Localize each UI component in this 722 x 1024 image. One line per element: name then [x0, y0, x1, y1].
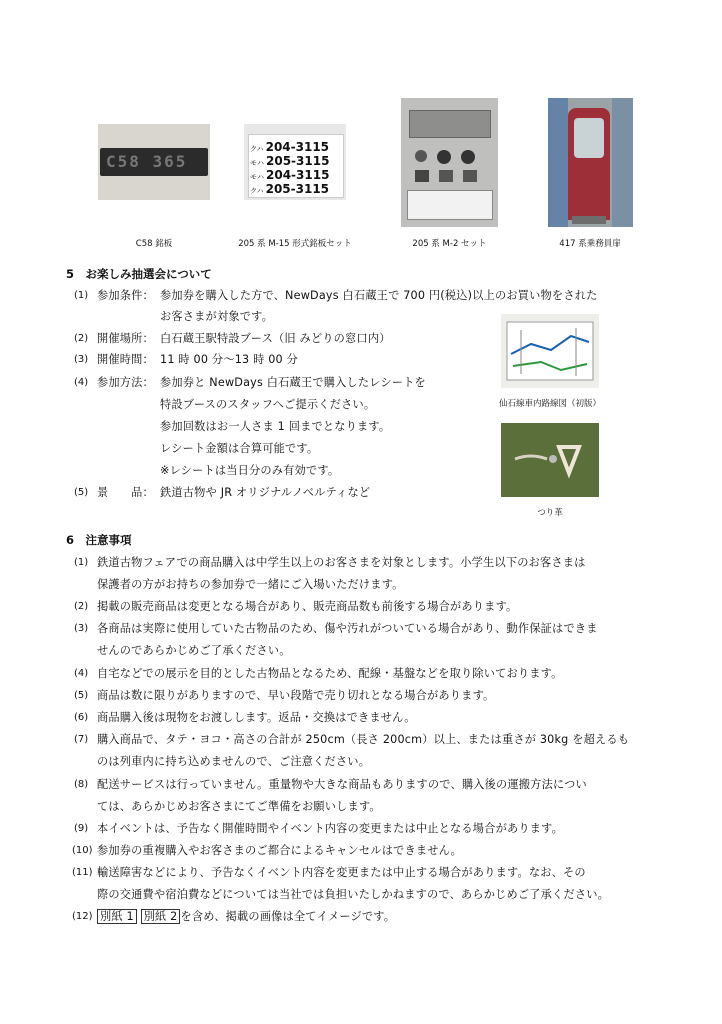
- s6-item8-line2: ては、あらかじめお客さまにてご準備をお願いします。: [97, 800, 381, 813]
- s6-item1-num: (1): [74, 557, 89, 568]
- s5-item4-line4: レシート金額は合算可能です。: [160, 442, 319, 455]
- s5-item2-num: (2): [74, 333, 89, 344]
- s5-item1-line2: お客さまが対象です。: [160, 310, 273, 323]
- photo-205-nameplate-set: [244, 124, 346, 200]
- s6-item10-num: (10): [72, 845, 93, 856]
- s6-item6-num: (6): [74, 712, 89, 723]
- caption-205-m2: 205 系 M-2 セット: [412, 239, 487, 249]
- s5-item4-line3: 参加回数はお一人さま 1 回までとなります。: [160, 420, 391, 433]
- caption-417: 417 系乗務員扉: [559, 239, 621, 249]
- s5-item3-num: (3): [74, 354, 89, 365]
- s6-item2-line1: 掲載の販売商品は変更となる場合があり、販売商品数も前後する場合があります。: [97, 600, 518, 613]
- c58-plate-text: C58 365: [106, 152, 188, 171]
- s6-item1-line1: 鉄道古物フェアでの商品購入は中学生以上のお客さまを対象とします。小学生以下のお客さまは: [97, 556, 586, 569]
- section5-title: 5 お楽しみ抽選会について: [66, 267, 212, 281]
- s6-item11-num: (11): [72, 867, 93, 878]
- strap-graphic: [501, 423, 599, 497]
- s6-item12-line: [97, 910, 395, 924]
- s5-item3-label: 開催時間：: [97, 353, 154, 366]
- s6-item11-line1: 輸送障害などにより、予告なくイベント内容を変更または中止する場合があります。なお、その: [97, 866, 586, 879]
- s6-item7-line1: 購入商品で、タテ・ヨコ・高さの合計が 250cm（長さ 200cm）以上、または重さが 30kg を超えるも: [97, 733, 630, 746]
- photo-205-m2-set: [401, 98, 498, 227]
- s6-item4-line1: 自宅などでの展示を目的とした古物品となるため、配線・基盤などを取り除いております。: [97, 667, 563, 680]
- photo-c58-nameplate: [98, 124, 210, 200]
- s6-item9-num: (9): [74, 823, 89, 834]
- s5-item5-line1: 鉄道古物や JR オリジナルノベルティなど: [160, 486, 371, 499]
- s6-item3-line1: 各商品は実際に使用していた古物品のため、傷や汚れがついている場合があり、動作保証はできま: [97, 622, 598, 635]
- s5-item4-line1: 参加券と NewDays 白石蔵王で購入したレシートを: [160, 376, 426, 389]
- s6-item9-line1: 本イベントは、予告なく開催時間やイベント内容の変更または中止となる場合があります。: [97, 822, 563, 835]
- caption-205-m15: 205 系 M-15 形式銘板セット: [238, 239, 352, 249]
- photo-strap: [501, 423, 599, 497]
- s6-item11-line2: 際の交通費や宿泊費などについては当社では負担いたしかねますので、あらかじめご了承ください。: [97, 888, 609, 901]
- s6-item12-num: (12): [72, 911, 93, 922]
- s5-item1-line1: 参加券を購入した方で、NewDays 白石蔵王で 700 円(税込)以上のお買い物をされた: [160, 289, 598, 302]
- caption-c58: C58 銘板: [135, 239, 173, 249]
- route-map-graphic: [501, 314, 599, 388]
- s6-item3-line2: せんのであらかじめご了承ください。: [97, 644, 291, 657]
- s6-item1-line2: 保護者の方がお持ちの参加券で一緒にご入場いただけます。: [97, 578, 404, 591]
- s6-item5-line1: 商品は数に限りがありますので、早い段階で売り切れとなる場合があります。: [97, 689, 495, 702]
- caption-strap: つり革: [537, 508, 563, 518]
- s6-item10-line1: 参加券の重複購入やお客さまのご都合によるキャンセルはできません。: [97, 844, 463, 857]
- caption-route-map: 仙石線車内路線図（初版）: [498, 399, 601, 409]
- s5-item3-line1: 11 時 00 分～13 時 00 分: [160, 353, 299, 366]
- s6-item3-num: (3): [74, 623, 89, 634]
- plate-row-4: クハ 205-3115: [250, 182, 330, 196]
- attachment-2-box: 別紙 2: [141, 909, 181, 924]
- s6-item7-num: (7): [74, 734, 89, 745]
- s6-item5-num: (5): [74, 690, 89, 701]
- s6-item8-num: (8): [74, 779, 89, 790]
- s6-item12-text: を含め、掲載の画像は全てイメージです。: [180, 910, 396, 923]
- s5-item2-line1: 白石蔵王駅特設ブース（旧 みどりの窓口内）: [160, 332, 391, 345]
- s6-item8-line1: 配送サービスは行っていません。重量物や大きな商品もありますので、購入後の運搬方法につい: [97, 778, 587, 791]
- plate-row-2: モハ 205-3115: [250, 154, 330, 168]
- s5-item4-label: 参加方法：: [97, 376, 154, 389]
- s5-item5-label: 景 品：: [97, 486, 154, 499]
- s6-item2-num: (2): [74, 601, 89, 612]
- s5-item1-label: 参加条件：: [97, 289, 154, 302]
- attachment-1-box: 別紙 1: [97, 909, 137, 924]
- photo-senseki-route-map: [501, 314, 599, 388]
- s6-item7-line2: のは列車内に持ち込めませんので、ご注意ください。: [97, 755, 371, 768]
- s5-item4-num: (4): [74, 377, 89, 388]
- plate-row-1: クハ 204-3115: [250, 140, 330, 154]
- s5-item1-num: (1): [74, 290, 89, 301]
- s6-item6-line1: 商品購入後は現物をお渡しします。返品・交換はできません。: [97, 711, 416, 724]
- plate-row-3: モハ 204-3115: [250, 168, 330, 182]
- s6-item4-num: (4): [74, 668, 89, 679]
- s5-item2-label: 開催場所：: [97, 332, 154, 345]
- section6-title: 6 注意事項: [66, 533, 132, 547]
- s5-item4-line5: ※レシートは当日分のみ有効です。: [160, 464, 340, 477]
- photo-417-crew-door: [548, 98, 633, 227]
- s5-item4-line2: 特設ブースのスタッフへご提示ください。: [160, 398, 376, 411]
- s5-item5-num: (5): [74, 487, 89, 498]
